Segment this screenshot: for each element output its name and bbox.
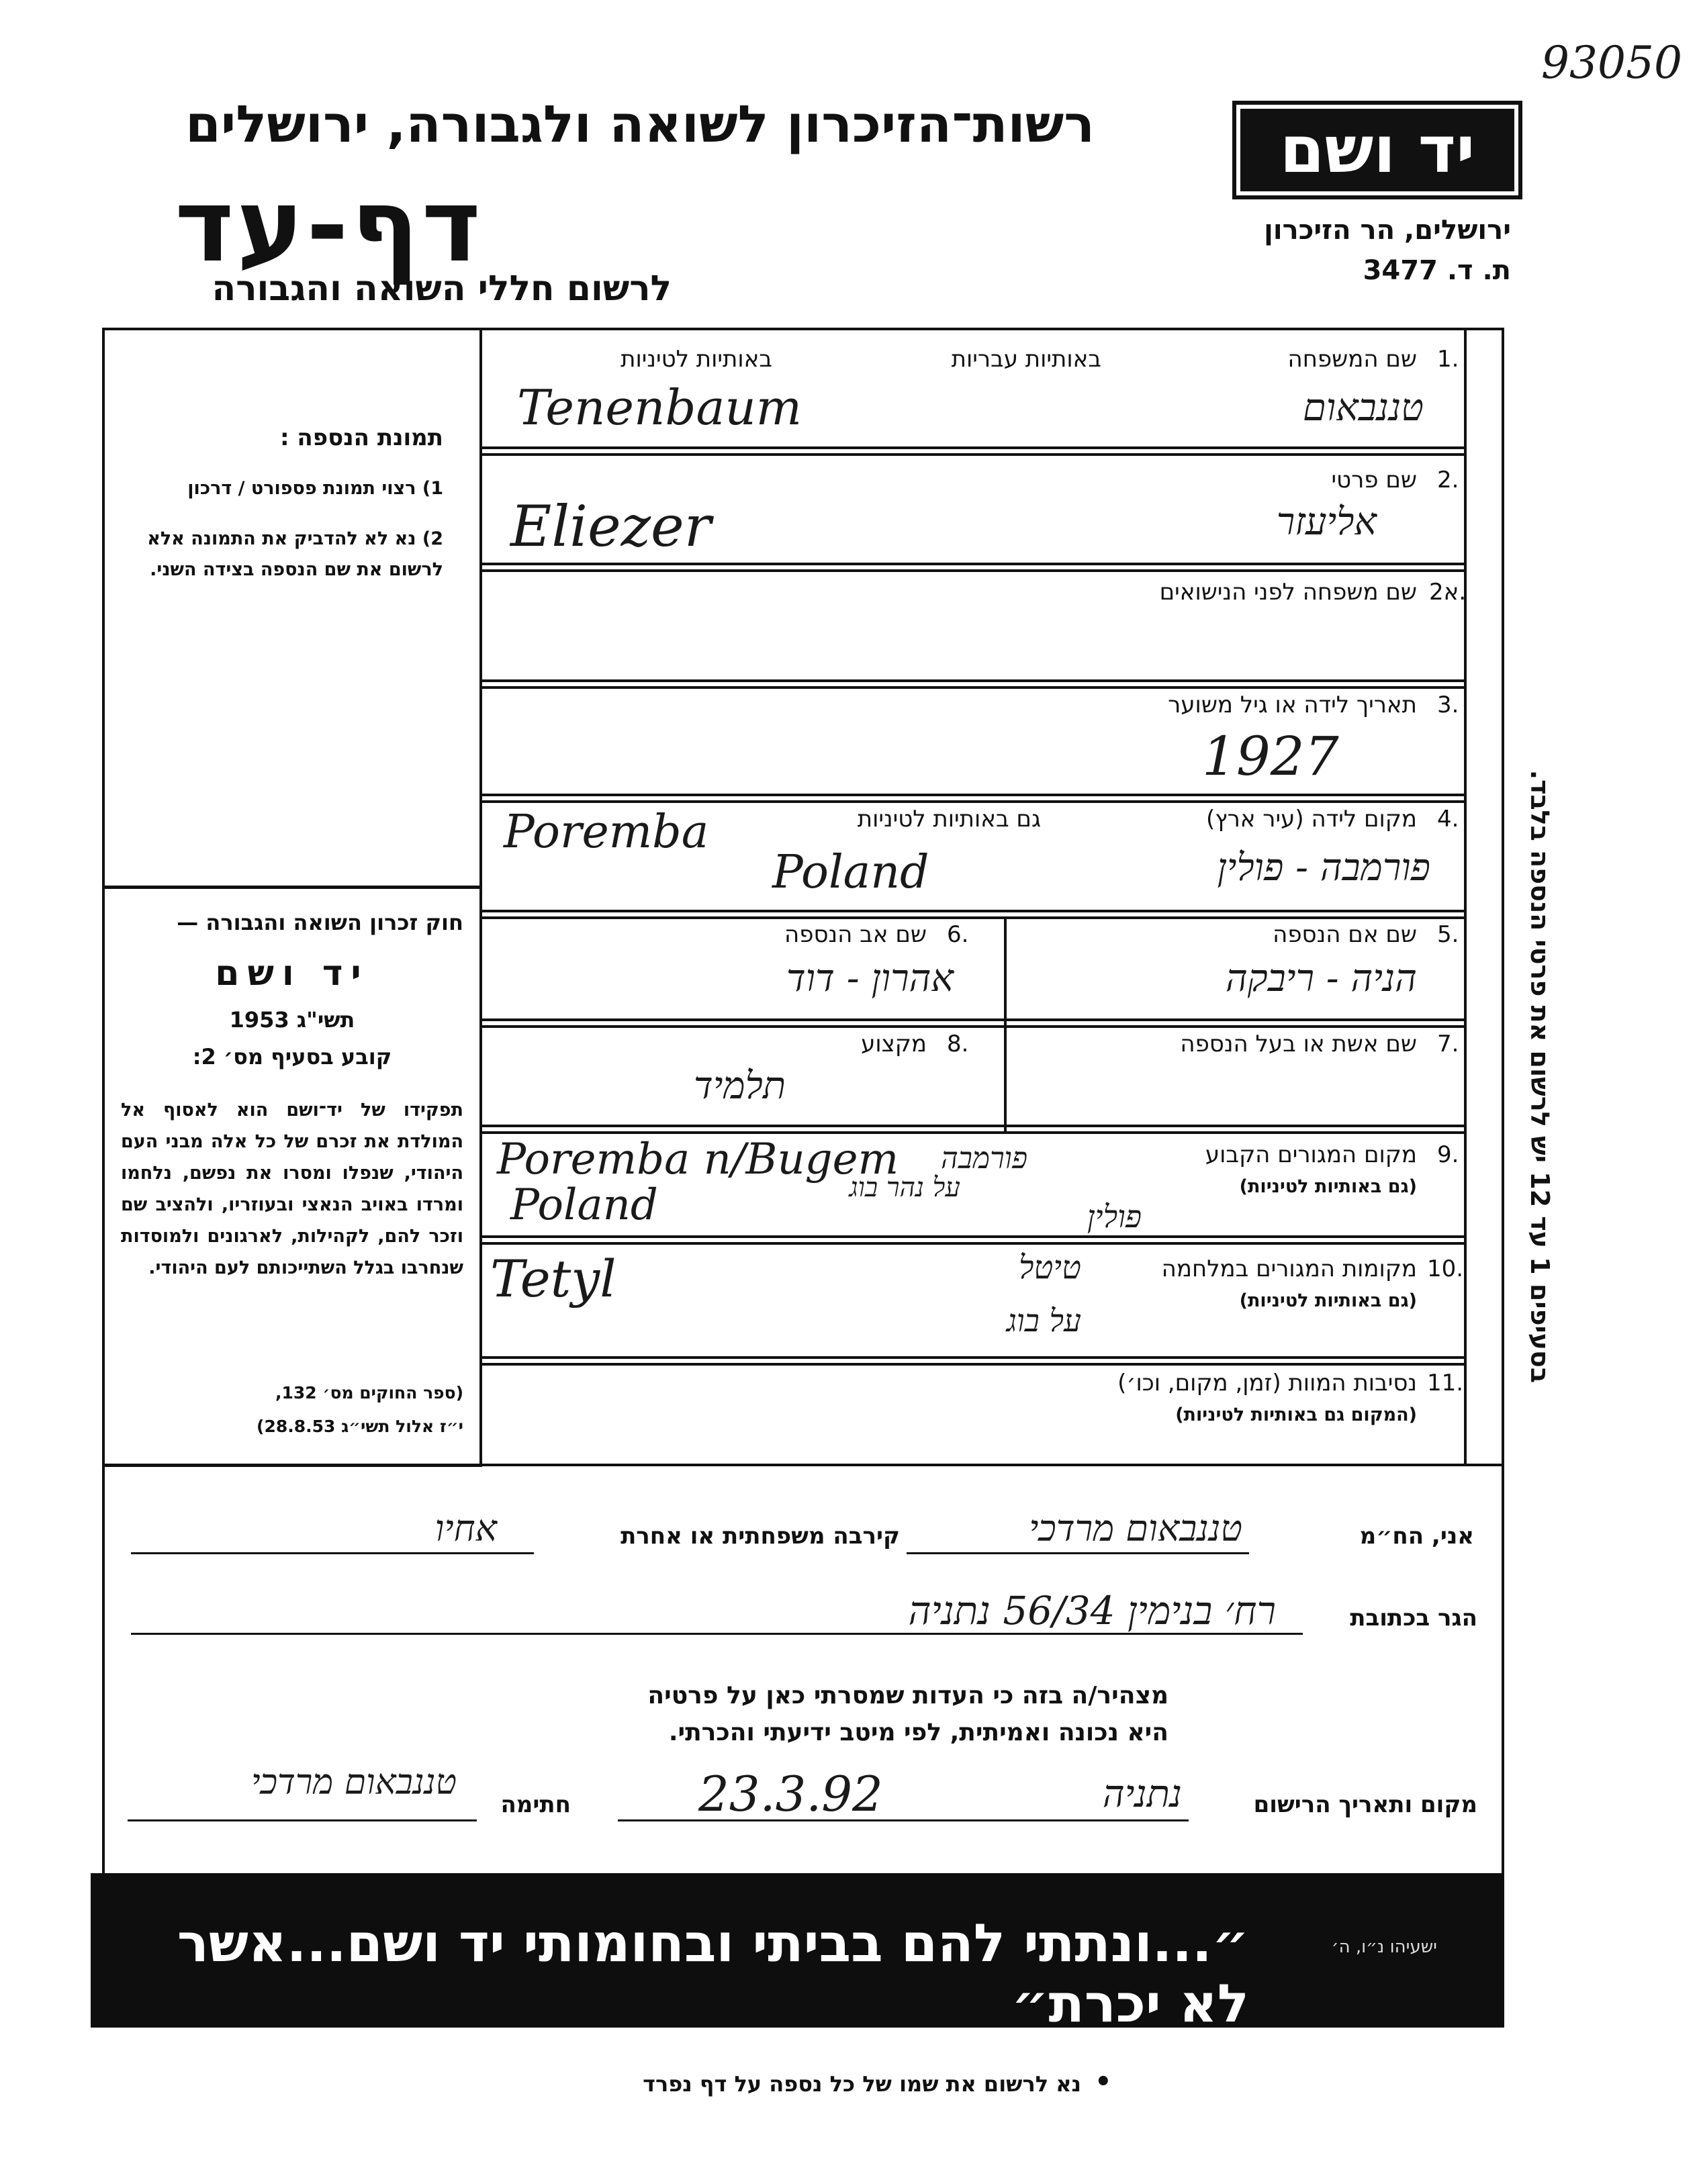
field-10-number: 10. (1427, 1255, 1464, 1282)
row-sep-8b (482, 1242, 1466, 1245)
field-2-number: 2. (1437, 467, 1459, 493)
field-9-hebrew-value-3: פולין (1087, 1198, 1142, 1235)
signature-value: טננבאום מרדכי (250, 1762, 457, 1803)
relation-line (131, 1552, 534, 1554)
field-9-latin-value-1: Poremba n/Bugem (497, 1135, 899, 1184)
row-sep-7 (482, 1125, 1466, 1127)
row-sep-3 (482, 679, 1466, 682)
field-8-value: תלמיד (693, 1064, 786, 1108)
photo-instruction-2: 2) נא לא להדביק את התמונה אלא לרשום את שם הנספה בצידה השני. (147, 528, 443, 580)
address-line-1: ירושלים, הר הזיכרון (1264, 215, 1511, 246)
field-4-latin-header: גם באותיות לטיניות (857, 806, 1041, 833)
field-2-latin-value: Eliezer (510, 493, 711, 559)
relation-label: קירבה משפחתית או אחרת (621, 1523, 900, 1550)
field-3-number: 3. (1437, 692, 1459, 718)
field-11-label: נסיבות המוות (זמן, מקום, וכו׳) (1117, 1370, 1417, 1396)
row-sep-5 (482, 910, 1466, 912)
field-9-hebrew-value-1: פורמבה (941, 1141, 1027, 1176)
page-title: דף-עד (175, 168, 484, 285)
field-4-label: מקום לידה (עיר ארץ) (1205, 806, 1417, 833)
field-9-label: מקום המגורים הקבוע (1205, 1141, 1417, 1168)
logo-text: יד ושם (1279, 112, 1475, 187)
field-9-number: 9. (1437, 1141, 1459, 1168)
field-7-label: שם אשת או בעל הנספה (1180, 1031, 1417, 1057)
institution-name: רשות־הזיכרון לשואה ולגבורה, ירושלים (185, 94, 1095, 154)
date-value: 23.3.92 (698, 1766, 883, 1822)
signature-label: חתימה (500, 1791, 571, 1818)
field-2a-label: שם משפחה לפני הנישואים (1159, 579, 1417, 606)
banner-quote: ״...ונתתי להם בביתי ובחומותי יד ושם...אשר לא יכרת״ (177, 1913, 1249, 2034)
field-10-hebrew-value-2: על בוג (1006, 1302, 1081, 1339)
field-6-value: אהרון - דוד (786, 957, 954, 1000)
place-date-label: מקום ותאריך הרישום (1253, 1791, 1477, 1818)
quote-banner (91, 1873, 1504, 2034)
row-sep-9b (482, 1363, 1466, 1366)
field-4-latin-value-1: Poremba (504, 806, 709, 859)
row-sep-5b (482, 916, 1466, 919)
field-3-value: 1927 (1202, 725, 1339, 788)
declaration-ani: אני, הח״מ (1359, 1523, 1474, 1550)
field-2-hebrew-value: אליעזר (1276, 500, 1377, 544)
address-label: הגר בכתובת (1350, 1605, 1477, 1631)
law-name: יד ושם (215, 953, 369, 994)
ani-line (907, 1552, 1249, 1554)
field-8-label: מקצוע (861, 1031, 927, 1057)
statement-line-2: היא נכונה ואמיתית, לפי מיטב ידיעתי והכרתי. (668, 1719, 1168, 1746)
field-6-label: שם אב הנספה (784, 921, 927, 948)
row-sep-3b (482, 686, 1466, 689)
field-3-label: תאריך לידה או גיל משוער (1168, 692, 1417, 718)
row-sep-1b (482, 453, 1466, 456)
row-sep-10 (102, 1464, 1504, 1466)
row-sep-2b (482, 569, 1466, 572)
banner-source: ישעיהו נ״ו, ה׳ (1331, 1937, 1437, 1957)
side-instruction: בסעיפים 1 עד 12 יש לרשום את פרטי הנספה בלבד. (1525, 769, 1555, 1383)
field-1-number: 1. (1437, 346, 1459, 373)
field-5-value: הניה - ריבקה (1225, 957, 1417, 1000)
row-mid-divider (1004, 916, 1007, 1131)
law-source-2: י״ז אלול תשי״ג 28.8.53) (257, 1417, 463, 1436)
field-10-latin-value: Tetyl (490, 1249, 616, 1309)
field-11-sub: (המקום גם באותיות לטיניות) (1175, 1405, 1417, 1425)
row-sep-4b (482, 800, 1466, 803)
form-right-border (1464, 328, 1467, 1466)
field-6-number: 6. (947, 921, 969, 948)
field-1-hebrew-value: טננבאום (1302, 386, 1424, 430)
field-4-hebrew-value: פורמבה - פולין (1217, 846, 1430, 890)
relation-value: אחיו (434, 1507, 497, 1550)
law-source-1: (ספר החוקים מס׳ 132, (275, 1383, 463, 1403)
yad-vashem-logo (1232, 101, 1522, 199)
row-sep-2 (482, 563, 1466, 565)
footnote-text: נא לרשום את שמו של כל נספה על דף נפרד (643, 2071, 1081, 2097)
field-9-hebrew-value-2: על נהר בוג (849, 1172, 960, 1203)
row-sep-7b (482, 1131, 1466, 1134)
field-1-latin-value: Tenenbaum (517, 379, 802, 436)
archive-number: 93050 (1541, 37, 1682, 89)
field-5-number: 5. (1437, 921, 1459, 948)
statement-line-1: מצהיר/ה בזה כי העדות שמסרתי כאן על פרטיה (647, 1682, 1168, 1709)
declaration-ani-value: טננבאום מרדכי (1029, 1507, 1242, 1550)
photo-heading: תמונת הנספה : (280, 424, 443, 451)
page-subtitle: לרשום חללי השואה והגבורה (212, 269, 672, 309)
field-7-number: 7. (1437, 1031, 1459, 1057)
row-sep-1 (482, 446, 1466, 449)
field-5-label: שם אם הנספה (1273, 921, 1417, 948)
field-11-number: 11. (1427, 1370, 1464, 1396)
photo-box (102, 328, 482, 888)
field-1-latin-header: באותיות לטיניות (621, 346, 772, 373)
row-sep-6 (482, 1018, 1466, 1021)
photo-instruction-1: 1) רצוי תמונת פספורט / דרכון (187, 478, 443, 499)
field-10-sub: (גם באותיות לטיניות) (1239, 1290, 1417, 1311)
field-2-label: שם פרטי (1331, 467, 1417, 493)
law-text: תפקידו של יד־ושם הוא לאסוף אל המולדת את זכרם של כל אלה מבני העם היהודי, שנפלו ומסרו את נפשם, נלחמו ומרדו באויב הנאצי ובעוזריו, ולהציב שם וזכר להם, לקהילות, לארגונים ולמוסדות שנחרבו בגלל השתייכותם לעם היהודי. (121, 1100, 463, 1278)
field-2a-number: 2א. (1429, 579, 1467, 606)
row-sep-4 (482, 794, 1466, 796)
footnote-bullet: • (1095, 2067, 1112, 2097)
field-10-hebrew-value-1: טיטל (1018, 1249, 1081, 1286)
row-sep-8 (482, 1235, 1466, 1238)
signature-line (128, 1819, 477, 1821)
law-heading: חוק זכרון השואה והגבורה — (177, 910, 463, 935)
field-9-sub: (גם באותיות לטיניות) (1239, 1176, 1417, 1197)
law-clause: קובע בסעיף מס׳ 2: (192, 1044, 392, 1070)
field-4-latin-value-2: Poland (772, 846, 929, 899)
field-9-latin-value-2: Poland (510, 1180, 658, 1230)
field-4-number: 4. (1437, 806, 1459, 833)
field-1-hebrew-header: באותיות עבריות (951, 346, 1101, 373)
field-8-number: 8. (947, 1031, 969, 1057)
place-value: נתניה (1102, 1772, 1182, 1816)
address-line-2: ת. ד. 3477 (1363, 255, 1511, 286)
field-1-label: שם המשפחה (1287, 346, 1417, 373)
row-sep-6b (482, 1025, 1466, 1028)
address-value: רח׳ בנימין 56/34 נתניה (908, 1588, 1276, 1633)
law-year: תשי"ג 1953 (229, 1007, 355, 1033)
field-10-label: מקומות המגורים במלחמה (1161, 1255, 1417, 1282)
row-sep-9 (482, 1356, 1466, 1359)
